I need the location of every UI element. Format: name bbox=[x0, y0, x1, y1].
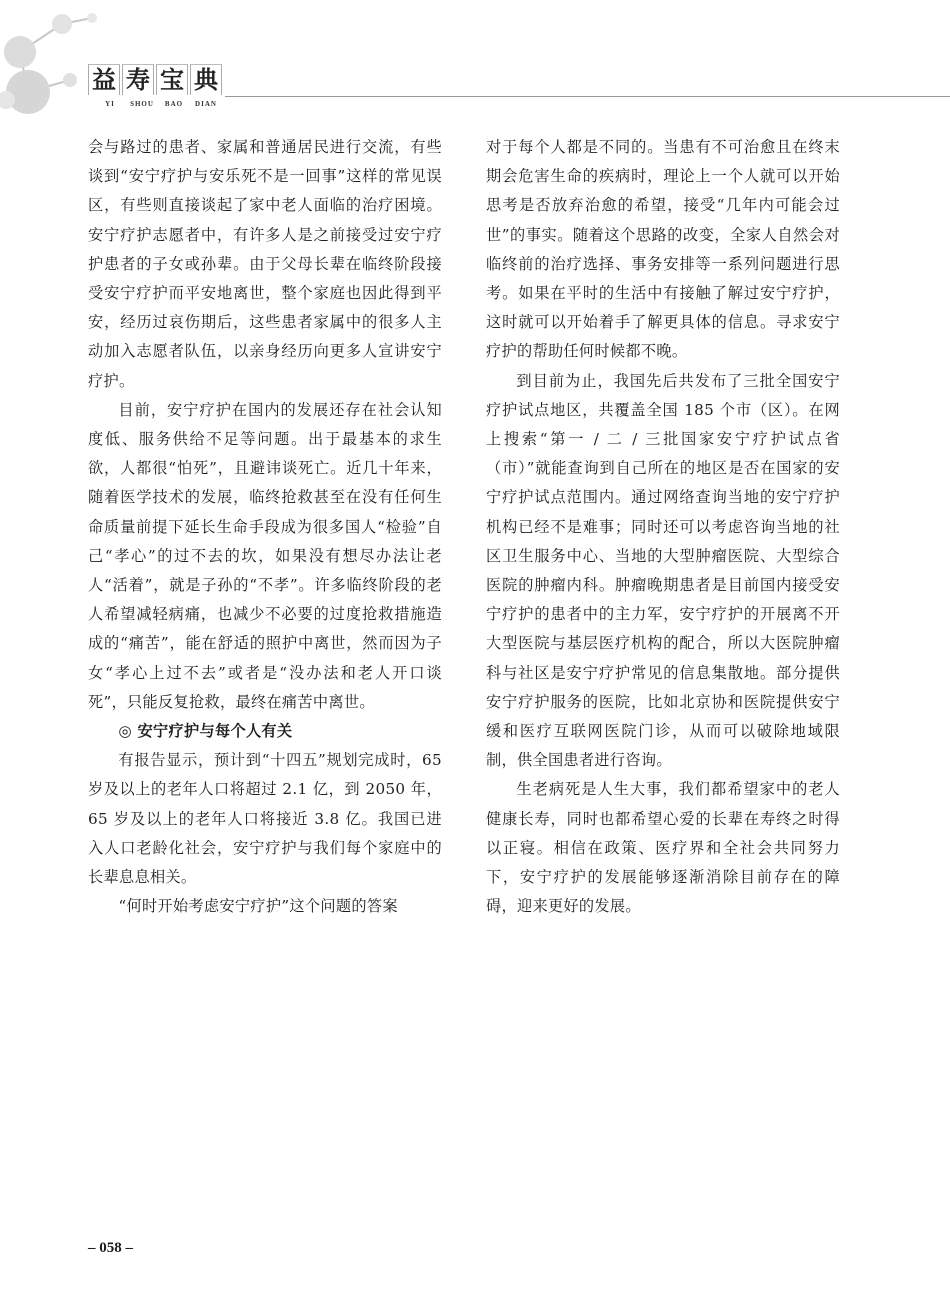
page-number: – 058 – bbox=[88, 1240, 133, 1256]
pinyin-syllable: BAO bbox=[164, 100, 184, 108]
magazine-column-pinyin bbox=[94, 100, 222, 108]
paragraph: 到目前为止，我国先后共发布了三批全国安宁疗护试点地区，共覆盖全国 185 个市（区）。在网上搜索“第一 / 二 / 三批国家安宁疗护试点省（市）”就能查询到自己所在的地区是否在国家的安宁疗护试点范围内。通过网络查询当地的安宁疗护机构已经不是难事；同时还可以考虑咨询当地的社区卫生服务中心、当地的大型肿瘤医院、大型综合医院的肿瘤内科。肿瘤晚期患者是目前国内接受安宁疗护的患者中的主力军，安宁疗护的开展离不开大型医院与基层医疗机构的配合，所以大医院肿瘤科与社区是安宁疗护常见的信息集散地。部分提供安宁疗护服务的医院，比如北京协和医院提供安宁缓和医疗互联网医院门诊，从而可以破除地域限制，供全国患者进行咨询。 bbox=[486, 371, 840, 770]
bubble bbox=[63, 73, 77, 87]
bubble bbox=[52, 14, 72, 34]
pinyin-syllable: SHOU bbox=[130, 100, 154, 108]
title-char: 益 bbox=[88, 64, 120, 95]
paragraph: 对于每个人都是不同的。当患有不可治愈且在终末期会危害生命的疾病时，理论上一个人就可以开始思考是否放弃治愈的希望，接受“几年内可能会过世”的事实。随着这个思路的改变，全家人自然会对临终前的治疗选择、事务安排等一系列问题进行思考。如果在平时的生活中有接触了解过安宁疗护，这时就可以开始着手了解更具体的信息。寻求安宁疗护的帮助任何时候都不晚。 bbox=[486, 138, 840, 361]
right-text-column bbox=[486, 133, 840, 921]
paragraph: 有报告显示，预计到“十四五”规划完成时，65 岁及以上的老年人口将超过 2.1 亿，到 2050 年，65 岁及以上的老年人口将接近 3.8 亿。我国已进入人口老龄化社会，安宁疗护与我们每个家庭中的长辈息息相关。 bbox=[88, 751, 442, 887]
paragraph: “何时开始考虑安宁疗护”这个问题的答案 bbox=[118, 897, 398, 916]
pinyin-syllable: DIAN bbox=[195, 100, 217, 108]
bubble bbox=[6, 70, 50, 114]
bubble bbox=[87, 13, 97, 23]
left-text-column bbox=[88, 133, 442, 921]
title-char: 典 bbox=[190, 64, 222, 95]
paragraph: 生老病死是人生大事，我们都希望家中的老人健康长寿，同时也都希望心爱的长辈在寿终之时得以正寝。相信在政策、医疗界和全社会共同努力下，安宁疗护的发展能够逐渐消除目前存在的障碍，迎来更好的发展。 bbox=[486, 780, 840, 916]
paragraph: 目前，安宁疗护在国内的发展还存在社会认知度低、服务供给不足等问题。出于最基本的求生欲，人都很“怕死”，且避讳谈死亡。近几十年来，随着医学技术的发展，临终抢救甚至在没有任何生命质量前提下延长生命手段成为很多国人“检验”自己“孝心”的过不去的坎，如果没有想尽办法让老人“活着”，就是子孙的“不孝”。许多临终阶段的老人希望减轻病痛，也减少不必要的过度抢救措施造成的“痛苦”，能在舒适的照护中离世，然而因为子女“孝心上过不去”或者是“没办法和老人开口谈死”，只能反复抢救，最终在痛苦中离世。 bbox=[88, 400, 442, 711]
section-heading: ◎ 安宁疗护与每个人有关 bbox=[118, 722, 293, 741]
bubble bbox=[4, 36, 36, 68]
pinyin-syllable: YI bbox=[105, 100, 115, 108]
paragraph: 会与路过的患者、家属和普通居民进行交流，有些谈到“安宁疗护与安乐死不是一回事”这样的常见误区，有些则直接谈起了家中老人面临的治疗困境。安宁疗护志愿者中，有许多人是之前接受过安宁疗护患者的子女或孙辈。由于父母长辈在临终阶段接受安宁疗护而平安地离世，整个家庭也因此得到平安，经历过哀伤期后，这些患者家属中的很多人主动加入志愿者队伍，以亲身经历向更多人宣讲安宁疗护。 bbox=[88, 138, 442, 390]
title-char: 寿 bbox=[122, 64, 154, 95]
title-char: 宝 bbox=[156, 64, 188, 95]
header-divider bbox=[225, 96, 950, 97]
magazine-column-title bbox=[88, 64, 222, 95]
